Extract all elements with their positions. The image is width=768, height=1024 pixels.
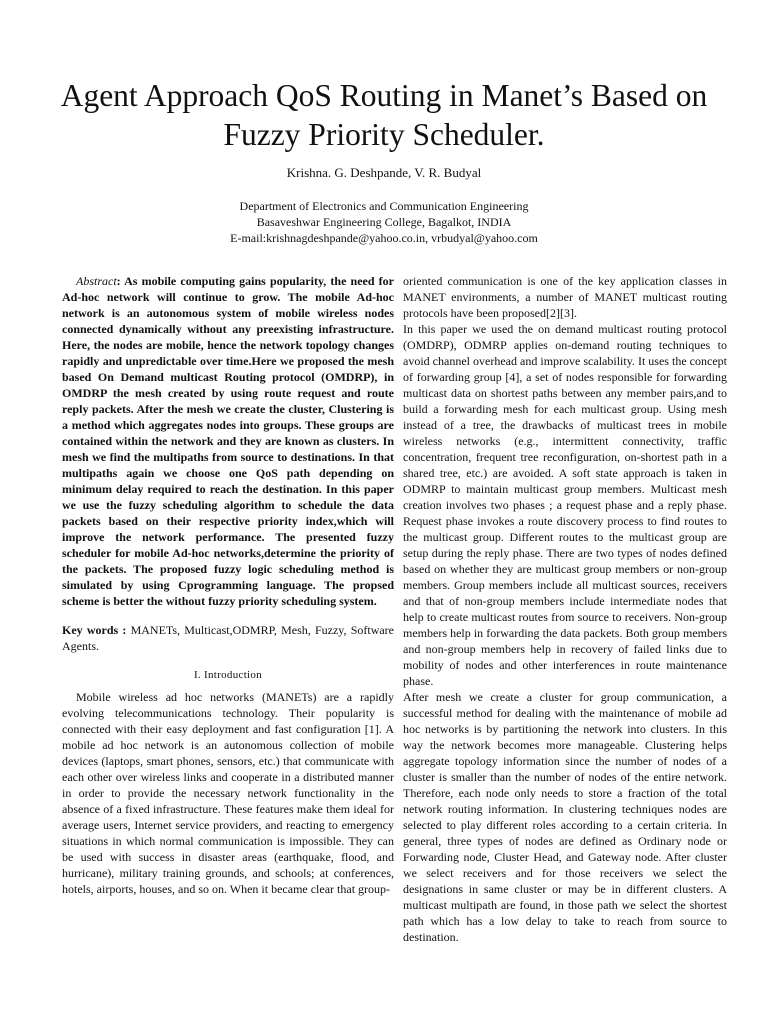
affiliation-college: Basaveshwar Engineering College, Bagalkot, INDIA [256, 215, 512, 229]
abstract-colon: : [116, 274, 125, 288]
keywords-text: MANETs, Multicast,ODMRP, Mesh, Fuzzy, Software Agents. [62, 623, 395, 653]
intro-paragraph-1-continued: oriented communication is one of the key application classes in MANET environments, a number of MANET multicast routing protocols have been proposed[2][3]. [403, 274, 727, 320]
left-column [62, 273, 394, 897]
paper-authors: Krishna. G. Deshpande, V. R. Budyal [286, 165, 482, 180]
affiliation [40, 198, 728, 246]
paper-title: Agent Approach QoS Routing in Manet’s Based on Fuzzy Priority Scheduler. [60, 78, 708, 152]
affiliation-department: Department of Electronics and Communication Engineering [239, 199, 529, 213]
intro-paragraph-2: In this paper we used the on demand multicast routing protocol (OMDRP), ODMRP applies on-demand routing techniques to avoid channel overhead and improve scalability. It uses the concept of forwarding group [4], a set of nodes responsible for forwarding multicast data on shortest paths between any member pairs,and to build a forwarding mesh for each multicast group. Using mesh instead of a tree, the drawbacks of multicast trees in mobile wireless networks (e.g., intermittent connectivity, traffic concentration, frequent tree reconfiguration, on-shortest path in a shared tree, etc.) are avoided. A soft state approach is taken in ODMRP to maintain multicast group members. Multicast mesh creation involves two phases ; a request phase and a reply phase. Request phase invokes a route discovery process to find routes to the multicast group. Different routes to the multicast group are setup during the reply phase. There are two types of nodes defined based on whether they are multicast group members or non-group members. Group members include all multicast sources, receivers and that of non-group members include intermediate nodes that help to create multicast routes from source to receivers. Non-group members help in forwarding the data packets. Both group members and non-group members help in recovery of failed links due to mobility of nodes and other interferences in route maintenance phase. [403, 322, 727, 688]
affiliation-email: E-mail:krishnagdeshpande@yahoo.co.in, vrbudyal@yahoo.com [230, 231, 538, 245]
abstract-text: As mobile computing gains popularity, the need for Ad-hoc network will continue to grow. The mobile Ad-hoc network is an autonomous system of mobile wireless nodes connected dynamically without any preexisting infrastructure. Here, the nodes are mobile, hence the network topology changes rapidly and unpredictable over time.Here we proposed the mesh based On Demand multicast Routing protocol (OMDRP), in OMDRP the mesh created by using route request and route reply packets. After the mesh we create the cluster, Clustering is a method which aggregates nodes into groups. These groups are contained within the network and they are known as clusters. In mesh we find the multipaths from source to destinations. In that multipaths again we choose one QoS path depending on minimum delay required to reach the destination. In this paper we use the fuzzy scheduling algorithm to schedule the data packets based on their respective priority index,which will improve the network performance. The presented fuzzy scheduler for mobile Ad-hoc networks,determine the priority of the packets. The proposed fuzzy logic scheduling method is simulated by using Cprogramming language. The propsed scheme is better the without fuzzy priority scheduling system. [62, 274, 394, 608]
abstract-label: Abstract [76, 274, 117, 288]
intro-paragraph-1: Mobile wireless ad hoc networks (MANETs) are a rapidly evolving telecommunications technology. Their popularity is connected with their easy deployment and fast configuration [1]. A mobile ad hoc network is an autonomous collection of mobile devices (laptops, smart phones, sensors, etc.) that communicate with each other over wireless links and cooperate in a distributed manner in order to provide the necessary network functionality in the absence of a fixed infrastructure. These features make them ideal for average users, Internet service providers, and reacting to emergency situations in which normal communication is impossible. They can be used with success in disaster areas (earthquake, flood, and hurricane), military training grounds, and schools; at conferences, hotels, airports, houses, and so on. When it became clear that group- [62, 690, 394, 896]
keywords [62, 622, 394, 654]
abstract [62, 273, 394, 609]
intro-paragraph-3: After mesh we create a cluster for group communication, a successful method for dealing with the maintenance of mobile ad hoc networks is by partitioning the network into clusters. In this way the network becomes more manageable. Clustering helps aggregate topology information since the number of nodes of a cluster is smaller than the number of nodes of the entire network. Therefore, each node only needs to store a fraction of the total network routing information. In clustering techniques nodes are selected to play different roles according to a certain criteria. In general, three types of nodes are defined as Ordinary node or Forwarding node, Cluster Head, and Gateway node. After cluster we select receivers and for those receivers we select the designations in same cluster or may be in different clusters. A multicast multipath are found, in those path we select the shortest path which has a low delay to take to reach from source to destination. [403, 690, 727, 944]
keywords-label: Key words : [62, 623, 127, 637]
right-column [403, 273, 727, 945]
section-heading-introduction: I. Introduction [193, 669, 263, 681]
